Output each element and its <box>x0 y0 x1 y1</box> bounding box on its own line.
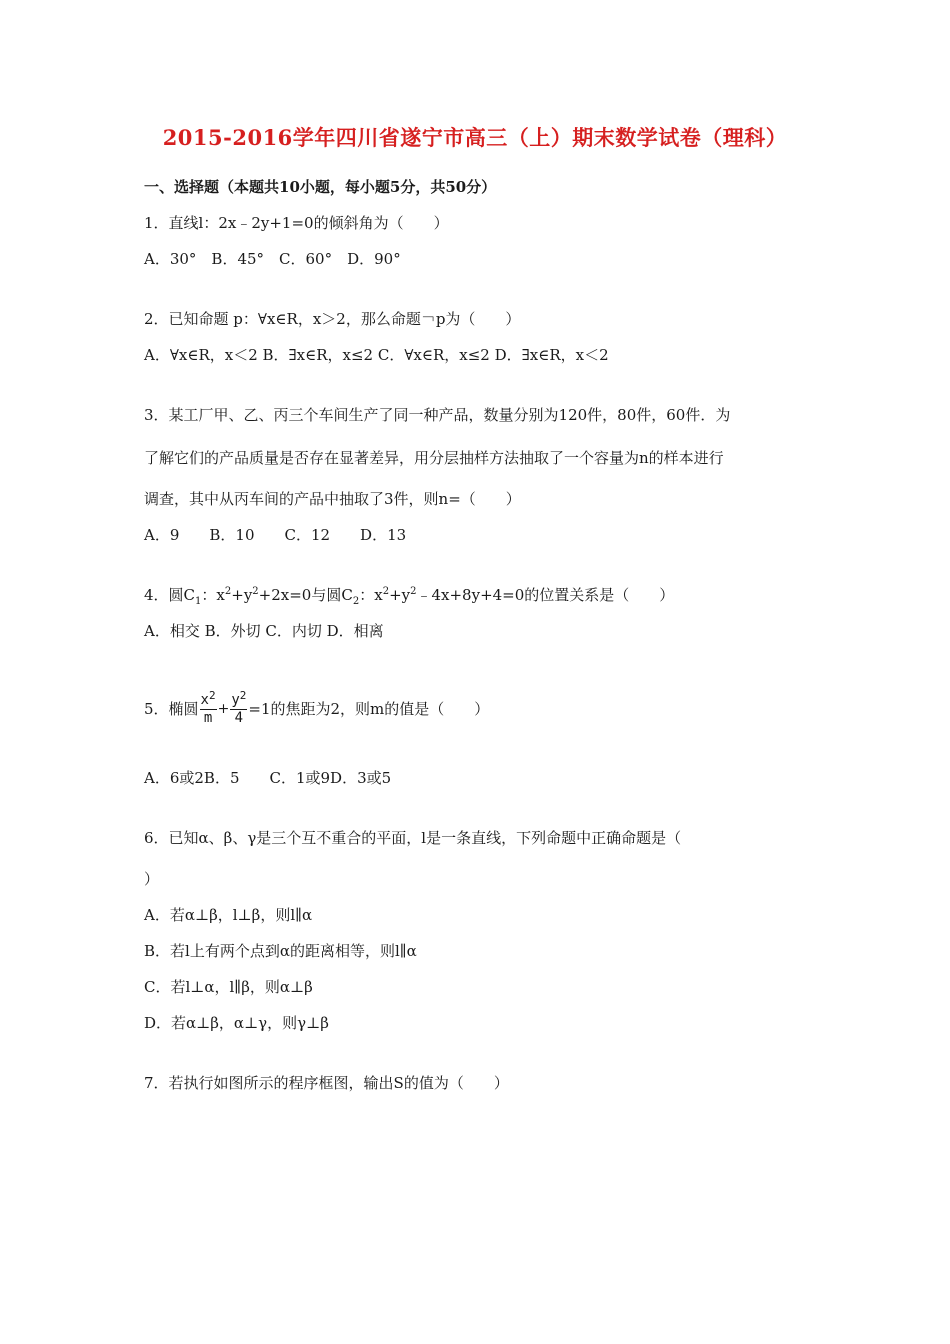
question-1-stem: 1．直线l：2x﹣2y+1=0的倾斜角为（ ） <box>144 214 449 232</box>
question-6-option-a: A．若α⊥β，l⊥β，则l∥α <box>144 906 313 924</box>
question-4-options: A．相交 B．外切 C．内切 D．相离 <box>144 622 384 640</box>
question-6-option-b: B．若l上有两个点到α的距离相等，则l∥α <box>144 942 417 960</box>
question-3-line-2: 了解它们的产品质量是否存在显著差异，用分层抽样方法抽取了一个容量为n的样本进行 <box>144 449 724 467</box>
exam-title: 2015-2016学年四川省遂宁市高三（上）期末数学试卷（理科） <box>162 125 788 150</box>
question-2-stem: 2．已知命题 p：∀x∈R，x＞2，那么命题￢p为（ ） <box>144 310 521 328</box>
question-6-option-c: C．若l⊥α，l∥β，则α⊥β <box>144 978 313 996</box>
question-6-option-d: D．若α⊥β，α⊥γ，则γ⊥β <box>144 1014 329 1032</box>
fraction-x2-over-m: $\frac{x^2}{m}$ <box>200 688 216 726</box>
question-3-line-1: 3．某工厂甲、乙、丙三个车间生产了同一种产品，数量分别为120件，80件，60件．为 <box>144 406 731 424</box>
question-3-options: A．9 B．10 C．12 D．13 <box>144 526 407 544</box>
question-5-options: A．6或2B．5 C．1或9D．3或5 <box>144 769 392 787</box>
question-7-stem: 7．若执行如图所示的程序框图，输出S的值为（ ） <box>144 1074 509 1092</box>
question-6-line-1: 6．已知α、β、γ是三个互不重合的平面，l是一条直线，下列命题中正确命题是（ <box>144 829 682 847</box>
question-4-stem: 4．圆$C_1$：$x^2+y^2+2x=0$与圆$C_2$：$x^2+y^2﹣4x+8y+4=0$的位置关系是（ ） <box>144 586 675 607</box>
question-5-stem: 5．椭圆 $\frac{x^2}{m}$ + $\frac{y^2}{4}$ =1的焦距为2，则m的值是（ ） <box>144 688 490 726</box>
question-2-options: A．∀x∈R，x＜2 B．∃x∈R，x≤2 C．∀x∈R，x≤2 D．∃x∈R，x＜2 <box>144 346 609 364</box>
question-3-line-3: 调查，其中从丙车间的产品中抽取了3件，则n=（ ） <box>144 490 521 508</box>
fraction-y2-over-4: $\frac{y^2}{4}$ <box>231 688 247 726</box>
question-6-line-2: ） <box>144 870 160 888</box>
section-heading: 一、选择题（本题共10小题，每小题5分，共50分） <box>144 178 497 196</box>
question-1-options: A．30° B．45° C．60° D．90° <box>144 250 401 268</box>
